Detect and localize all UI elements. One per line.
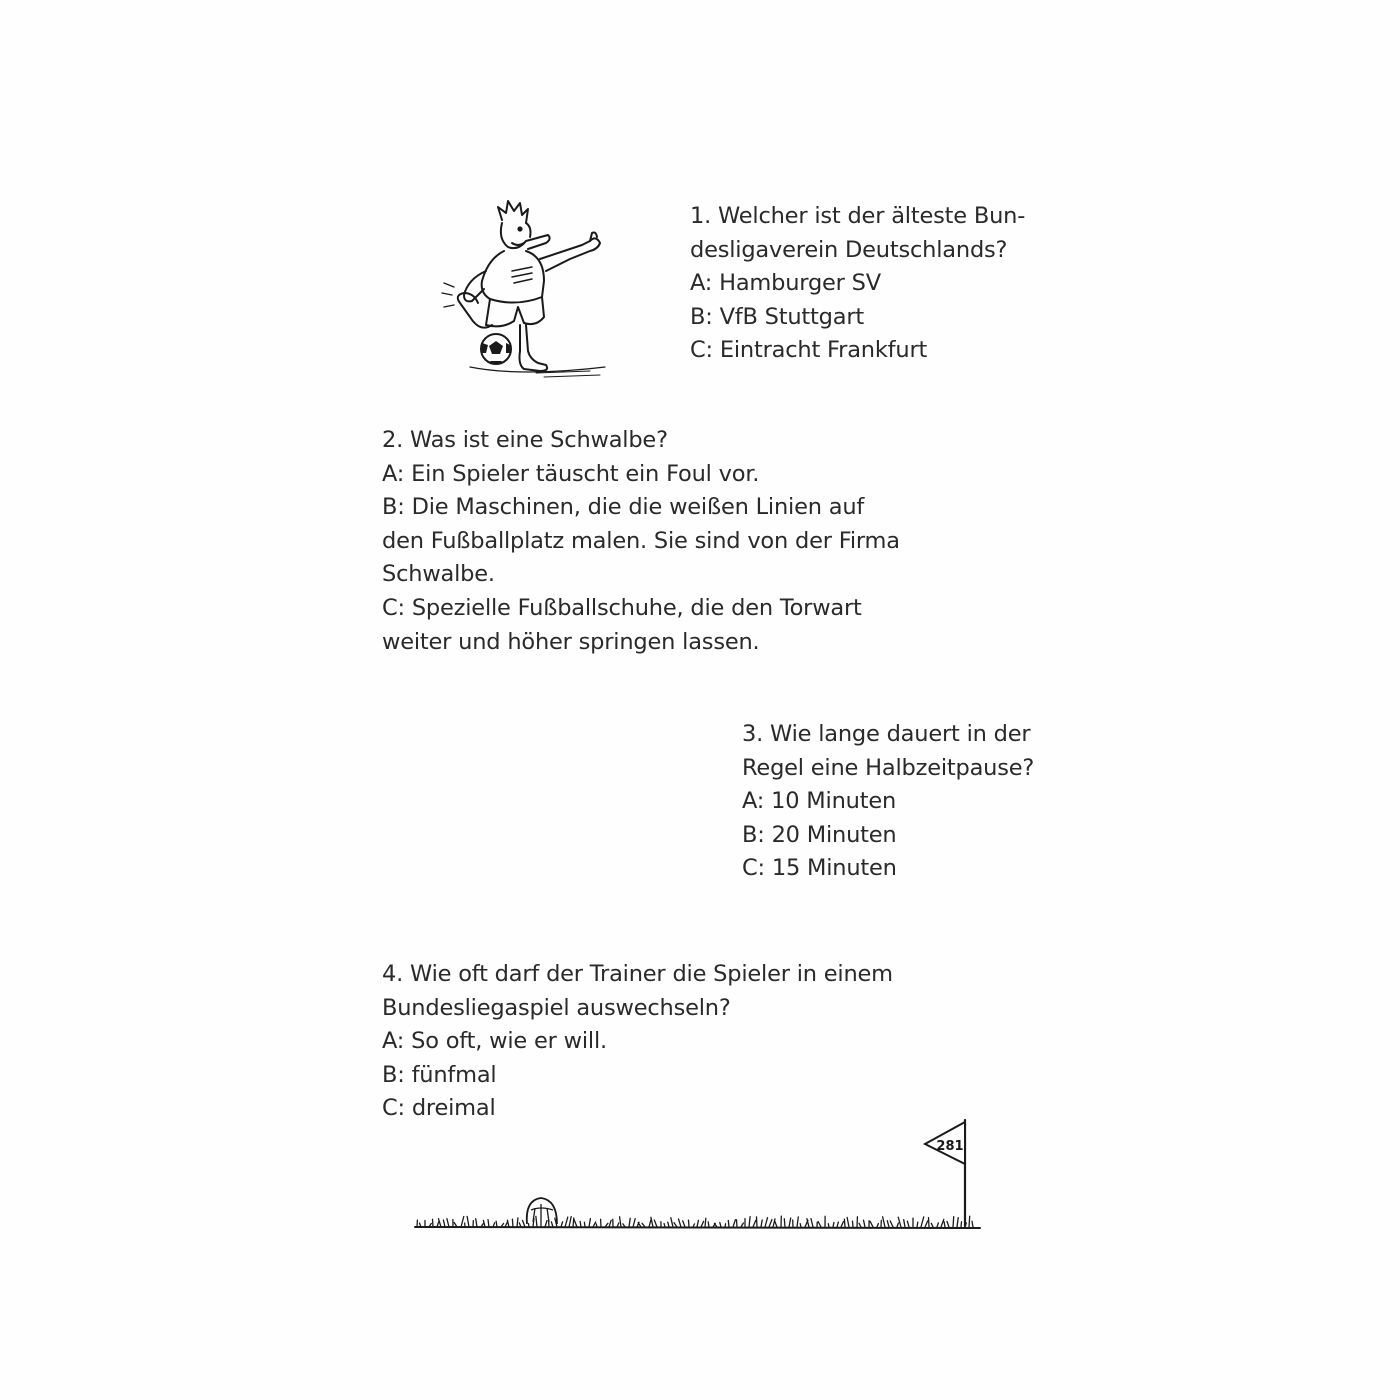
question-4-option-b: B: fünfmal bbox=[382, 1061, 497, 1088]
question-1-option-b: B: VfB Stuttgart bbox=[690, 303, 865, 330]
page-number: 281 bbox=[936, 1139, 964, 1154]
question-3-option-b: B: 20 Minuten bbox=[742, 821, 897, 848]
question-2 bbox=[382, 424, 900, 659]
question-2-option-b-cont-2: Schwalbe. bbox=[382, 561, 495, 588]
question-3-option-a: A: 10 Minuten bbox=[742, 788, 897, 815]
question-3-option-c: C: 15 Minuten bbox=[742, 855, 897, 882]
question-3-line-1: 3. Wie lange dauert in der bbox=[742, 721, 1031, 747]
question-4 bbox=[382, 958, 893, 1126]
question-1-line-2: desligaverein Deutschlands? bbox=[690, 236, 1008, 263]
question-2-option-a: A: Ein Spieler täuscht ein Foul vor. bbox=[382, 460, 760, 487]
ball-in-grass-icon bbox=[527, 1198, 557, 1224]
question-2-option-b-cont-1: den Fußballplatz malen. Sie sind von der Firma bbox=[382, 527, 900, 554]
question-2-option-b: B: Die Maschinen, die die weißen Linien auf bbox=[382, 494, 865, 521]
question-4-line-1: 4. Wie oft darf der Trainer die Spieler in einem bbox=[382, 961, 893, 987]
question-4-option-a: A: So oft, wie er will. bbox=[382, 1028, 607, 1055]
question-2-option-c-cont: weiter und höher springen lassen. bbox=[382, 628, 760, 655]
question-2-line-1: 2. Was ist eine Schwalbe? bbox=[382, 427, 668, 453]
grass-ground-icon bbox=[405, 1110, 995, 1240]
question-1-line-1: 1. Welcher ist der älteste Bun- bbox=[690, 203, 1026, 229]
question-4-line-2: Bundesliegaspiel auswechseln? bbox=[382, 994, 731, 1021]
soccer-player-icon bbox=[440, 195, 615, 395]
question-3 bbox=[742, 718, 1034, 886]
question-3-line-2: Regel eine Halbzeitpause? bbox=[742, 754, 1035, 781]
soccer-ball-icon bbox=[481, 334, 511, 364]
question-2-option-c: C: Spezielle Fußballschuhe, die den Torwart bbox=[382, 594, 862, 621]
question-1-option-c: C: Eintracht Frankfurt bbox=[690, 337, 928, 364]
question-4-option-c: C: dreimal bbox=[382, 1095, 496, 1122]
question-1 bbox=[690, 200, 1025, 368]
question-1-option-a: A: Hamburger SV bbox=[690, 270, 881, 297]
